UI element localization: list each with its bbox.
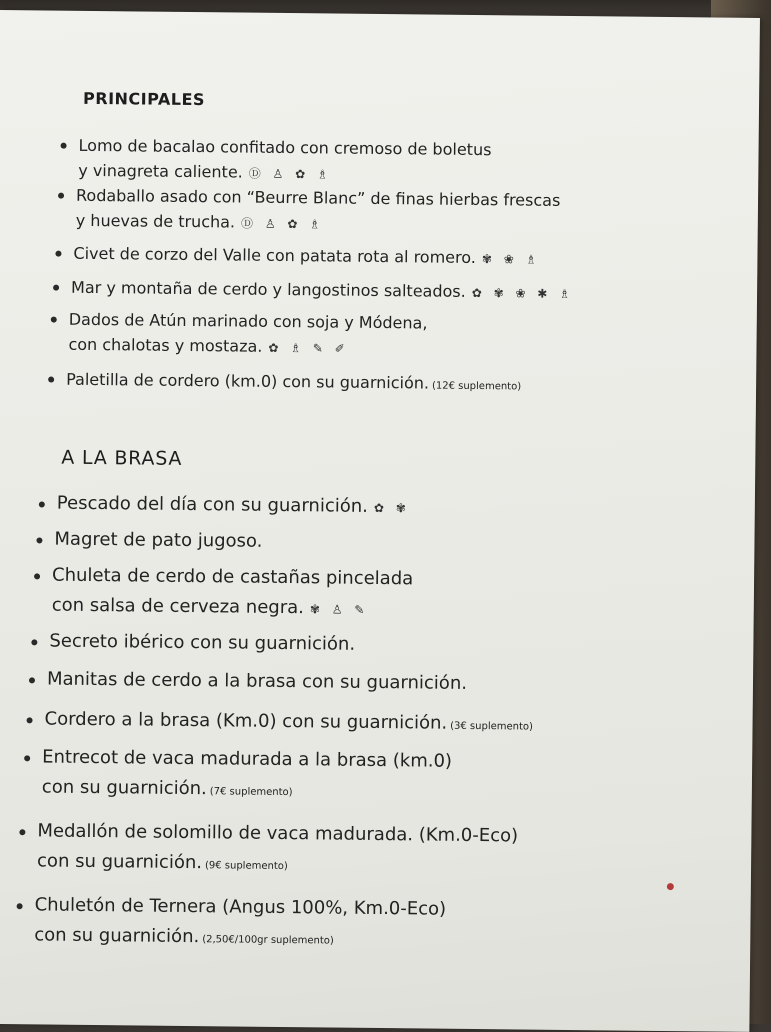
menu-item: Cordero a la brasa (Km.0) con su guarnición. (3€ suplemento) (44, 705, 533, 743)
bullet-icon (36, 537, 42, 543)
allergen-icons: Ⓓ ♙ ✿ ♗ (240, 216, 325, 232)
menu-item: Paletilla de cordero (km.0) con su guarnición. (12€ suplemento) (66, 367, 521, 400)
bullet-icon (17, 903, 23, 909)
menu-page (0, 10, 760, 1032)
bullet-icon (27, 717, 33, 723)
menu-item: Magret de pato jugoso. (54, 525, 262, 557)
bullet-icon (53, 285, 59, 291)
red-stain (667, 883, 674, 890)
menu-item: Medallón de solomillo de vaca madurada. (Km.0-Eco) con su guarnición. (9€ suplemento) (37, 816, 518, 884)
menu-item: Entrecot de vaca madurada a la brasa (km.0) con su guarnición. (7€ suplemento) (42, 742, 452, 809)
bullet-icon (51, 317, 57, 323)
allergen-icons: ✾ ❀ ♗ (481, 252, 541, 267)
menu-item: Pescado del día con su guarnición. ✿ ✾ (57, 489, 410, 524)
bullet-icon (34, 573, 40, 579)
menu-item: Civet de corzo del Valle con patata rota al romero. ✾ ❀ ♗ (73, 241, 540, 273)
menu-item: Mar y montaña de cerdo y langostinos salteados. ✿ ✾ ❀ ✱ ♗ (71, 275, 574, 307)
allergen-icons: ✾ ♙ ✎ (309, 602, 369, 617)
supplement-note: (7€ suplemento) (209, 786, 293, 799)
supplement-note: (9€ suplemento) (204, 860, 288, 873)
bullet-icon (39, 501, 45, 507)
bullet-icon (55, 251, 61, 257)
menu-item: Manitas de cerdo a la brasa con su guarnición. (47, 665, 467, 699)
menu-item: Chuleta de cerdo de castañas pincelada con salsa de cerveza negra. ✾ ♙ ✎ (52, 561, 414, 626)
allergen-icons: ✿ ✾ (373, 500, 410, 516)
allergen-icons: ✿ ♗ ✎ ✐ (268, 340, 349, 356)
menu-item: Dados de Atún marinado con soja y Módena, con chalotas y mostaza. ✿ ♗ ✎ ✐ (68, 307, 427, 363)
menu-item: Secreto ibérico con su guarnición. (49, 627, 355, 660)
bullet-icon (24, 755, 30, 761)
supplement-note: (3€ suplemento) (450, 720, 534, 733)
bullet-icon (31, 639, 37, 645)
bullet-icon (58, 193, 64, 199)
bullet-icon (29, 677, 35, 683)
allergen-icons: Ⓓ ♙ ✿ ♗ (248, 166, 332, 182)
section-title-principales: PRINCIPALES (82, 88, 206, 110)
bullet-icon (48, 377, 54, 383)
section-title-a-la-brasa: A LA BRASA (61, 446, 183, 470)
bullet-icon (61, 143, 67, 149)
menu-item: Rodaballo asado con “Beurre Blanc” de finas hierbas frescas y huevas de trucha. Ⓓ ♙ ✿ ♗ (76, 183, 561, 240)
supplement-note: (2,50€/100gr suplemento) (202, 934, 334, 947)
bullet-icon (19, 829, 25, 835)
menu-item: Lomo de bacalao confitado con cremoso de boletus y vinagreta caliente. Ⓓ ♙ ✿ ♗ (78, 133, 491, 189)
menu-item: Chuletón de Ternera (Angus 100%, Km.0-Eco) con su guarnición. (2,50€/100gr suplemento) (34, 890, 446, 957)
supplement-note: (12€ suplemento) (431, 380, 522, 393)
allergen-icons: ✿ ✾ ❀ ✱ ♗ (471, 285, 575, 302)
